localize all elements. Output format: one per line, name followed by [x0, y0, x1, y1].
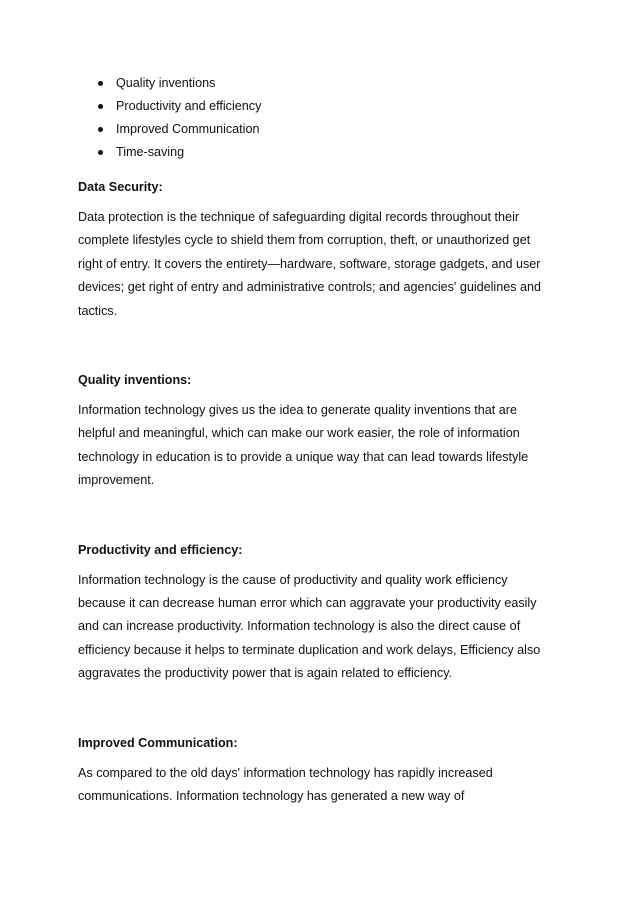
bullet-dot-icon	[98, 127, 103, 132]
section-heading-improved-communication: Improved Communication:	[78, 735, 238, 750]
text-line: Information technology is the cause of productivity and quality work efficiency	[78, 572, 508, 587]
bullet-item	[98, 95, 558, 118]
bullet-text: Quality inventions	[116, 76, 216, 90]
bullet-dot-icon	[98, 104, 103, 109]
text-line: As compared to the old days' information technology has rapidly increased	[78, 765, 493, 780]
section-heading-data-security: Data Security:	[78, 180, 163, 194]
bullet-text: Improved Communication	[116, 122, 260, 136]
bullet-text: Time-saving	[116, 145, 185, 159]
text-line: right of entry. It covers the entirety—hardware, software, storage gadgets, and user	[78, 256, 541, 271]
bullet-item	[98, 118, 558, 141]
section-heading-quality-inventions: Quality inventions:	[78, 373, 192, 388]
text-line: improvement.	[78, 473, 155, 488]
bullet-item	[98, 72, 558, 95]
text-line: Data protection is the technique of safeguarding digital records throughout their	[78, 210, 520, 224]
bullet-item	[98, 141, 558, 164]
text-line: helpful and meaningful, which can make our work easier, the role of information	[78, 426, 520, 441]
text-line: aggravates the productivity power that is again related to efficiency.	[78, 666, 453, 681]
document-page	[78, 72, 558, 809]
section-heading-productivity-efficiency: Productivity and efficiency:	[78, 542, 243, 557]
bullet-text: Productivity and efficiency	[116, 99, 262, 113]
text-line: technology in education is to provide a unique way that can lead towards lifestyle	[78, 449, 529, 464]
text-line: and can increase productivity. Information technology is also the direct cause of	[78, 619, 521, 634]
section-body-improved-communication	[78, 762, 558, 809]
bullet-dot-icon	[98, 81, 103, 86]
text-line: because it can decrease human error which can aggravate your productivity easily	[78, 596, 537, 611]
section-body-productivity-efficiency	[78, 569, 558, 686]
text-line: Information technology gives us the idea to generate quality inventions that are	[78, 403, 517, 418]
text-line: complete lifestyles cycle to shield them from corruption, theft, or unauthorized get	[78, 233, 531, 248]
bullet-dot-icon	[98, 150, 103, 155]
text-line: devices; get right of entry and administrative controls; and agencies' guidelines and	[78, 280, 542, 295]
section-body-data-security	[78, 206, 558, 323]
text-line: efficiency because it helps to terminate duplication and work delays, Efficiency also	[78, 642, 541, 657]
section-body-quality-inventions	[78, 399, 558, 493]
text-line: tactics.	[78, 303, 118, 318]
text-line: communications. Information technology has generated a new way of	[78, 789, 465, 804]
bullet-list	[78, 72, 558, 164]
